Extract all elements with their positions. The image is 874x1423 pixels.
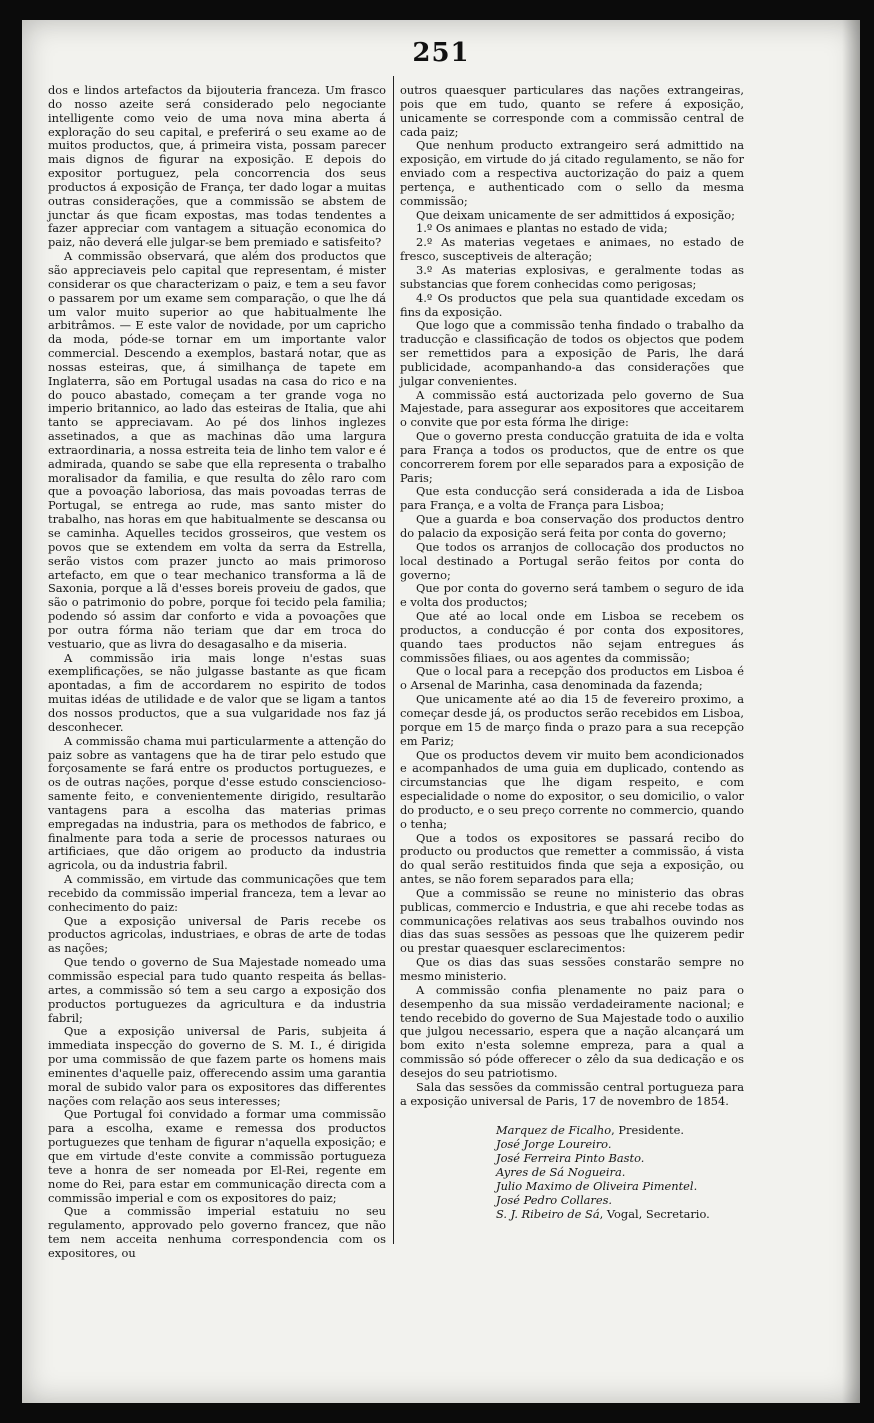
list-item: 1.º Os animaes e plantas no estado de vida; [416,221,668,236]
left-column [48,84,386,1261]
signature-line [496,1194,744,1208]
paragraph: Que Portugal foi convidado a formar uma commissão para a escolha, exame e remessa dos productos portuguezes que tenham de figurar n'aquella exposição; e que em virtude d'este convite a commissão portugueza teve a honra de ser nomeada por El-Rei, regente em nome do Rei, para estar em communicação directa com a commissão imperial e com os expositores do paiz; [48,1107,386,1205]
signatory-name: Marquez de Ficalho [496,1123,612,1138]
paragraph: dos e lindos artefactos da bijouteria franceza. Um frasco do nosso azeite será considerado pelo negociante intelligente como veio de uma nova mina aberta á exploração do seu capital, e preferirá o seu exame ao de muitos productos, que, á primeira vista, possam parecer mais dignos de figurar na exposição. E depois do expositor portuguez, pela concorrencia dos seus productos á exposição de França, ter dado logar a muitas outras considerações, que a commissão se abstem de junctar ás que ficam expostas, mas todas tendentes a fazer appreciar com vantagem a situação economica do paiz, não deverá elle julgar-se bem premiado e satisfeito? [48,83,386,250]
paragraph: Que a exposição universal de Paris recebe os productos agricolas, industriaes, e obras de arte de todas as nações; [48,913,386,956]
paragraph: outros quaesquer particulares das nações extrangeiras, pois que em tudo, quanto se refere á exposição, unicamente se corresponde com a commissão central de cada paiz; [400,83,744,139]
page-number: 251 [412,38,470,68]
signature-line [496,1152,744,1166]
paragraph: Que unicamente até ao dia 15 de fevereiro proximo, a começar desde já, os productos serão recebidos em Lisboa, porque em 15 de março finda o prazo para a sua recepção em Pariz; [400,692,744,748]
signature-line [496,1138,744,1152]
list-item: 2.º As materias vegetaes e animaes, no estado de fresco, susceptiveis de alteração; [400,235,744,264]
paragraph: Que a todos os expositores se passará recibo do producto ou productos que remetter a commissão, á vista do qual serão restituidos finda que seja a exposição, ou antes, se não forem separados para ella; [400,830,744,887]
paragraph: Que o local para a recepção dos productos em Lisboa é o Arsenal de Marinha, casa denominada da fazenda; [400,664,744,693]
paragraph: A commissão chama mui particularmente a attenção do paiz sobre as vantagens que ha de tirar pelo estudo que forçosamente se fará entre os productos portuguezes, e os de outras nações, porque d'esse estudo conscienciososamente feito, e convenientemente dirigido, resultarão vantagens para a escolha das materias primas empregadas na industria, para os methodos de fabrico, e finalmente para toda a serie de processos naturaes ou artificiaes, que dão origem ao producto da industria agricola, ou da industria fabril. [48,733,386,873]
right-column [400,84,744,1222]
paragraph: A commissão confia plenamente no paiz para o desempenho da sua missão verdadeiramente nacional; e tendo recebido do governo de Sua Majestade todo o auxilio que julgou necessario, espera que a nação alcançará um bom exito n'esta solemne empreza, para a qual a commissão só póde offerecer o zêlo da sua dedicação e os desejos do seu patriotismo. [400,982,744,1080]
column-divider [393,76,394,1244]
list-item: 3.º As materias explosivas, e geralmente todas as substancias que forem conhecidas como perigosas; [400,262,744,291]
paragraph: A commissão iria mais longe n'estas suas exemplificações, se não julgasse bastante as que ficam apontadas, a fim de accordarem no espirito de todos muitas idéas de utilidade e de valor que se ligam a tantos dos nossos productos, que a sua vulgaridade nos faz já desconhecer. [48,650,386,734]
paragraph: Que tendo o governo de Sua Majestade nomeado uma commissão especial para tudo quanto respeita ás bellas-artes, a commissão só tem a seu cargo a exposição dos productos portuguezes da agricultura e da industria fabril; [48,955,386,1025]
signatory-name: Julio Maximo de Oliveira Pimentel. [496,1179,698,1194]
paragraph: Que os dias das suas sessões constarão sempre no mesmo ministerio. [400,955,744,983]
paragraph: Que até ao local onde em Lisboa se recebem os productos, a conducção é por conta dos expositores, quando taes productos não sejam entregues ás commissões filiaes, ou aos agentes da commissão; [400,609,744,665]
signatory-name: José Ferreira Pinto Basto. [496,1151,645,1166]
place-and-date: Sala das sessões da commissão central portugueza para a exposição universal de Paris, 17 de novembro de 1854. [400,1079,744,1108]
paragraph: Que esta conducção será considerada a ida de Lisboa para França, e a volta de França para Lisboa; [400,484,744,513]
paragraph: Que o governo presta conducção gratuita de ida e volta para França a todos os productos, que de entre os que concorrerem forem por elle separados para a exposição de Paris; [400,429,744,485]
paragraph: Que a exposição universal de Paris, subjeita á immediata inspecção do governo de S. M. I., é dirigida por uma commissão de que fazem parte os homens mais eminentes d'aquelle paiz, offerecendo assim uma garantia moral de subido valor para os expositores das differentes nações com relação aos seus interesses; [48,1024,386,1108]
page-edge-shadow [842,20,860,1403]
signature-line [496,1180,744,1194]
signature-line [496,1124,744,1138]
signatory-name: S. J. Ribeiro de Sá [496,1206,600,1221]
paragraph: Que por conta do governo será tambem o seguro de ida e volta dos productos; [400,581,744,610]
paragraph: Que logo que a commissão tenha findado o trabalho da traducção e classificação de todos os objectos que podem ser remettidos para a exposição de Paris, lhe dará publicidade, acompanhando-a das considerações que julgar convenientes. [400,318,744,388]
list-item: 4.º Os productos que pela sua quantidade excedam os fins da exposição. [400,290,744,319]
paragraph: Que os productos devem vir muito bem acondicionados e acompanhados de uma guia em duplicado, contendo as circumstancias que lhe digam respeito, e com especialidade o nome do expositor, o seu domicilio, o valor do producto, e o seu preço corrente no commercio, quando o tenha; [400,747,744,831]
paragraph: Que deixam unicamente de ser admittidos á exposição; [416,207,735,222]
signatory-name: José Pedro Collares. [496,1192,613,1207]
document-page [22,20,860,1403]
signatory-role: , Vogal, Secretario. [599,1206,710,1221]
paragraph: Que a commissão se reune no ministerio das obras publicas, commercio e Industria, e que ahi recebe todas as communicações relativas aos seus trabalhos ouvindo nos dias das suas sessões as pessoas que lhe quizerem pedir ou prestar quaesquer esclarecimentos: [400,885,744,956]
paragraph: Que todos os arranjos de collocação dos productos no local destinado a Portugal serão feitos por conta do governo; [400,539,744,582]
paragraph: Que a guarda e boa conservação dos productos dentro do palacio da exposição será feita por conta do governo; [400,512,744,540]
signature-line [496,1166,744,1180]
paragraph: A commissão, em virtude das communicações que tem recebido da commissão imperial franceza, tem a levar ao conhecimento do paiz: [48,872,386,914]
paragraph: Que a commissão imperial estatuiu no seu regulamento, approvado pelo governo francez, que não tem nem acceita nenhuma correspondencia com os expositores, ou [48,1204,386,1260]
signature-block [400,1124,744,1221]
signatory-name: Ayres de Sá Nogueira. [496,1165,626,1180]
signatory-role: , Presidente. [611,1123,684,1138]
signature-line [496,1208,744,1222]
paragraph: A commissão observará, que além dos productos que são appreciaveis pelo capital que representam, é mister considerar os que characterizam o paiz, e tem a seu favor o passarem por um exame sem comparação, o que lhe dá um valor muito superior ao que habitualmente lhe arbitrâmos. — E este valor de novidade, por um capricho da moda, póde-se tornar em um importante valor commercial. Descendo a exemplos, bastará notar, que as nossas esteiras, que, á similhança de tapete em Inglaterra, são em Portugal usadas na casa do rico e na do pouco abastado, começam a ter grande voga no imperio britannico, ao lado das esteiras de Italia, que ahi tanto se appreciavam. Ao pé dos linhos inglezes assetinados, a que as machinas dão uma largura extraordinaria, a nossa estreita teia de linho tem valor e é admirada, quando se sabe que ella representa o trabalho moralisador da familia, e que resulta do zêlo raro com que a povoação laboriosa, das mais povoadas terras de Portugal, se entrega ao rude, mas santo mister do trabalho, nas horas em que habitualmente se descansa ou se caminha. Aquelles tecidos grosseiros, que vestem os povos que se extendem em volta da serra da Estrella, serão vistos com prazer juncto ao mais primoroso artefacto, em que o tear mechanico transforma a lã de Saxonia, porque a lã d'esses boreis proveiu de gados, que são o patrimonio do pobre, porque foi tecido pela familia; podendo só assim dar conforto e vida a povoações que por outra fórma não teriam que dar em troca do vestuario, que as livra do desagasalho e da miseria. [48,249,386,651]
signatory-name: José Jorge Loureiro. [496,1137,612,1152]
paragraph: Que nenhum producto extrangeiro será admittido na exposição, em virtude do já citado regulamento, se não for enviado com a respectiva auctorização do paiz a quem pertença, e authenticado com o sello da mesma commissão; [400,138,744,208]
paragraph: A commissão está auctorizada pelo governo de Sua Majestade, para assegurar aos expositores que acceitarem o convite que por esta fórma lhe dirige: [400,387,744,430]
